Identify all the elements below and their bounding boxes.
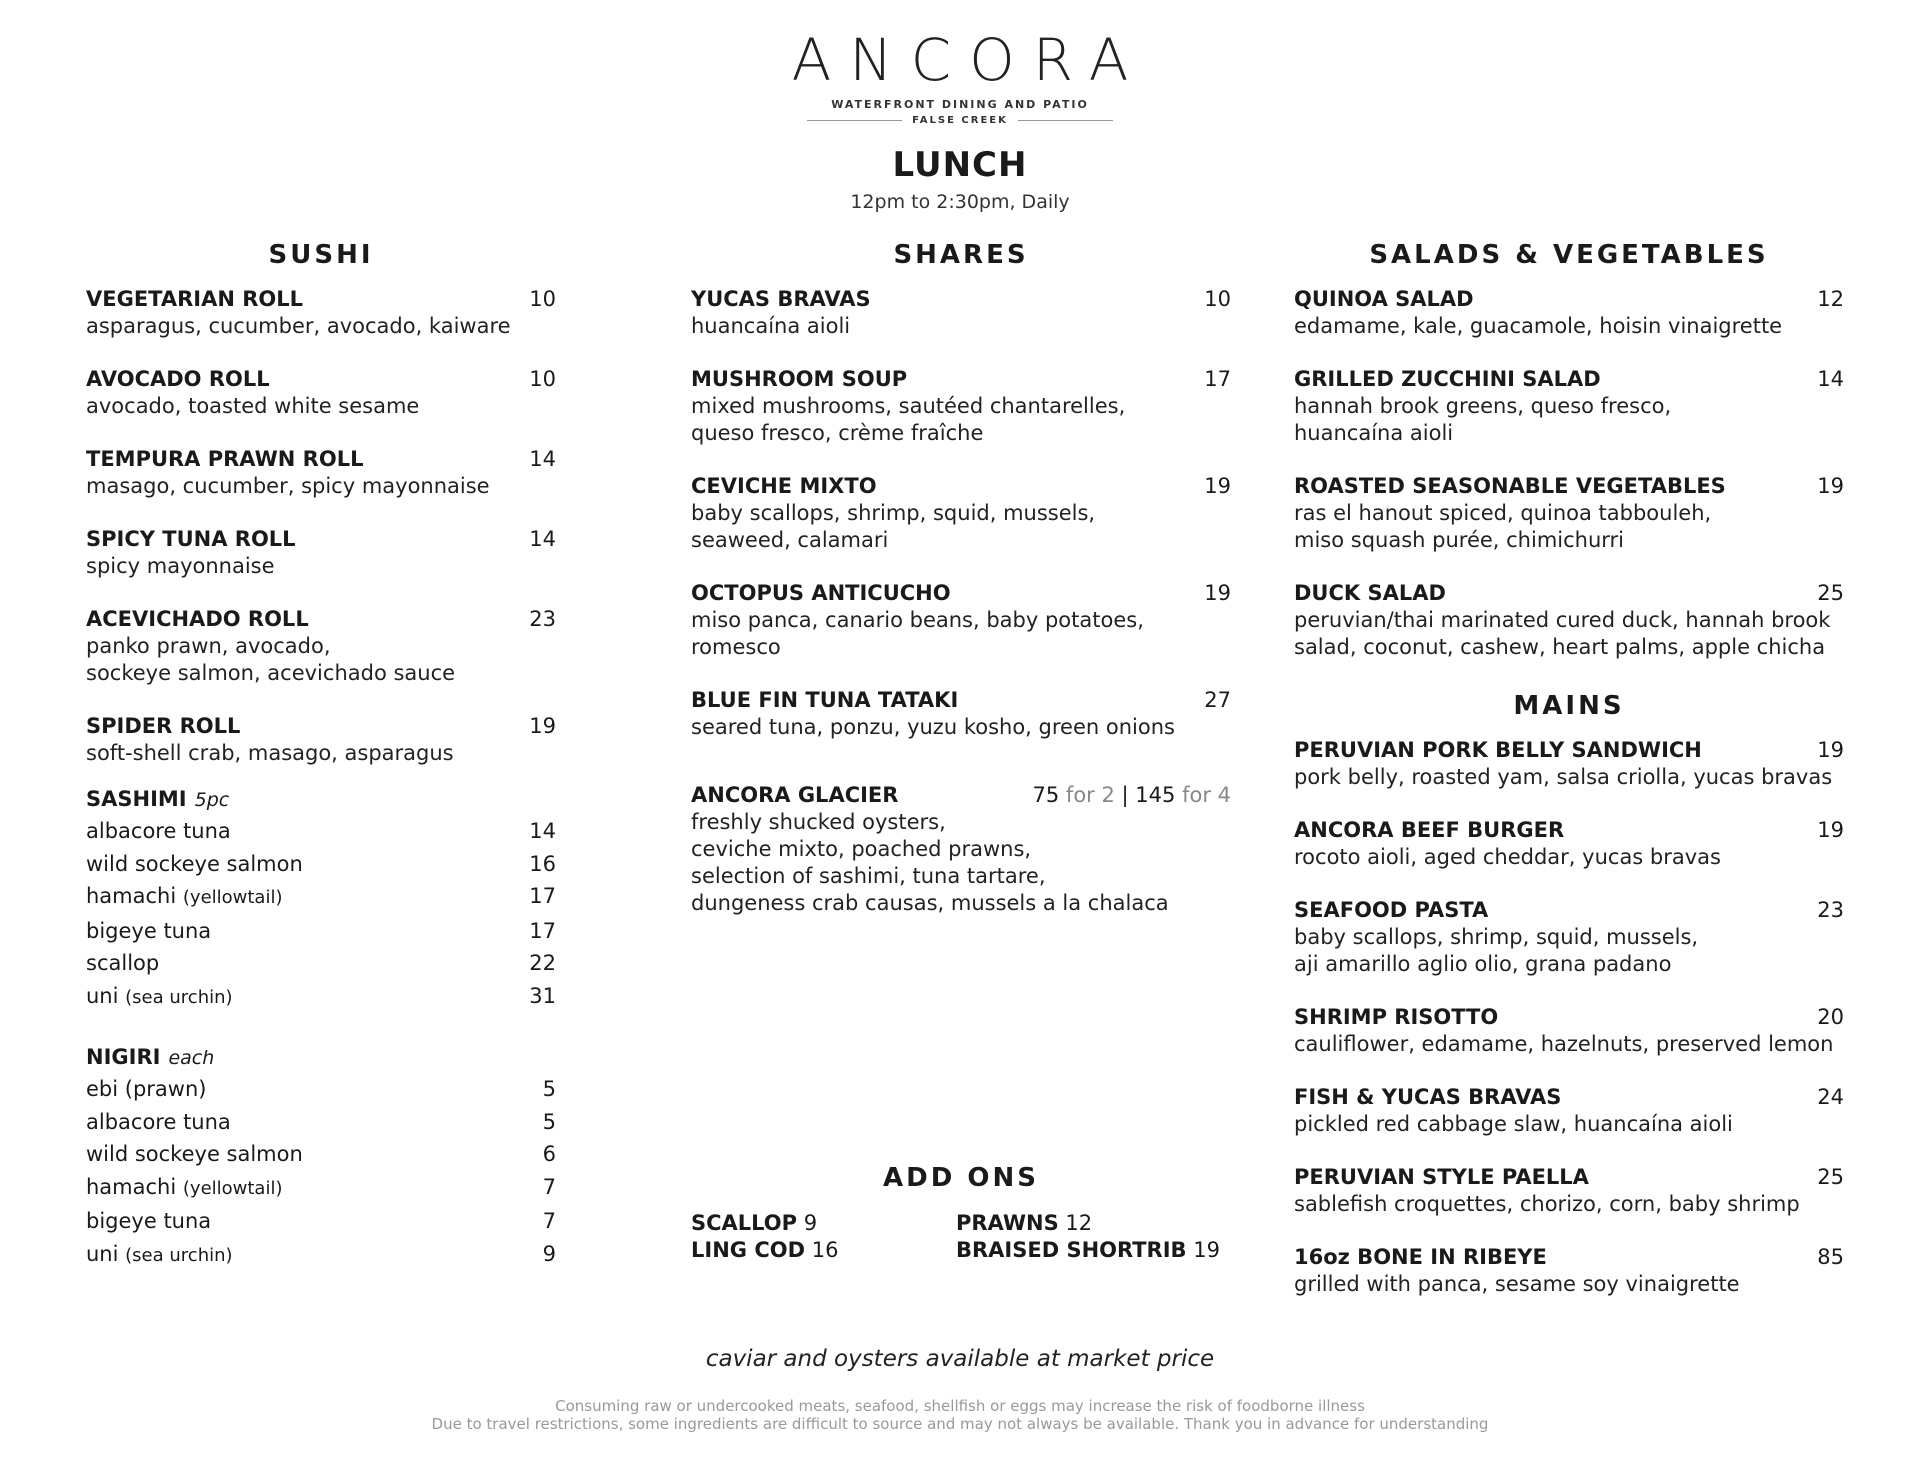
item-description: asparagus, cucumber, avocado, kaiware: [86, 314, 511, 338]
row-price: 6: [542, 1142, 556, 1166]
item-description: hannah brook greens, queso fresco,: [1294, 394, 1672, 418]
item-header: [691, 472, 1231, 500]
item-name: CEVICHE MIXTO: [691, 474, 877, 498]
item-header: [1294, 1243, 1844, 1271]
item-name: TEMPURA PRAWN ROLL: [86, 447, 364, 471]
meal-title: LUNCH: [892, 145, 1028, 185]
item-price: 85: [1817, 1245, 1844, 1269]
item-name: AVOCADO ROLL: [86, 367, 270, 391]
item-description-line: dungeness crab causas, mussels a la chalaca: [691, 891, 1169, 915]
row-price: 9: [542, 1241, 556, 1266]
price-row: [86, 915, 556, 948]
row-name: ebi (prawn): [86, 1077, 207, 1101]
tagline: WATERFRONT DINING AND PATIO: [831, 98, 1089, 111]
row-name: wild sockeye salmon: [86, 1142, 303, 1166]
row-price: 31: [529, 983, 556, 1008]
menu-item: [86, 525, 556, 580]
divider: [1018, 120, 1113, 121]
addon-price: 9: [803, 1211, 818, 1235]
item-description: pickled red cabbage slaw, huancaína aioli: [1294, 1112, 1733, 1136]
addon-price: 16: [811, 1238, 839, 1262]
row-price: 14: [529, 819, 556, 843]
item-header: [1294, 285, 1844, 313]
menu-item: [691, 579, 1231, 661]
health-disclaimer: Consuming raw or undercooked meats, seafood, shellfish or eggs may increase the risk of foodborne illness: [555, 1397, 1365, 1415]
row-name: bigeye tuna: [86, 918, 212, 943]
item-header: [691, 579, 1231, 607]
mains-items: [1294, 736, 1844, 1298]
item-price: 27: [1204, 688, 1231, 712]
addon-price: 12: [1065, 1211, 1093, 1235]
item-price: 14: [1817, 367, 1844, 391]
addon-name: BRAISED SHORTRIB: [956, 1238, 1187, 1262]
row-price: 5: [542, 1109, 556, 1134]
menu-item: [1294, 1163, 1844, 1218]
item-description: panko prawn, avocado,: [86, 634, 331, 658]
item-price: 10: [529, 367, 556, 391]
item-name: ACEVICHADO ROLL: [86, 607, 309, 631]
price-row: [86, 1171, 556, 1206]
item-price: 19: [1817, 474, 1844, 498]
item-description: baby scallops, shrimp, squid, mussels,: [1294, 925, 1699, 949]
item-header: [1294, 1163, 1844, 1191]
addons-list: [691, 1210, 1251, 1264]
row-price: 22: [529, 951, 556, 975]
item-description: seared tuna, ponzu, yuzu kosho, green onions: [691, 715, 1175, 739]
section-title: SALADS & VEGETABLES: [1369, 240, 1769, 270]
item-price: 14: [529, 527, 556, 551]
item-header: [86, 712, 556, 740]
menu-item: [691, 365, 1231, 447]
item-price: 14: [529, 447, 556, 471]
item-description: sablefish croquettes, chorizo, corn, baby shrimp: [1294, 1192, 1800, 1216]
row-name: hamachi: [86, 884, 177, 908]
menu-item: [691, 686, 1231, 741]
nigiri-heading: [86, 1042, 556, 1073]
item-price: 19: [529, 714, 556, 738]
row-name-wrap: [86, 1073, 206, 1106]
meal-heading: [0, 145, 1920, 213]
label-for-4: for 4: [1182, 783, 1231, 807]
item-name: SPICY TUNA ROLL: [86, 527, 296, 551]
item-description-line: ceviche mixto, poached prawns,: [691, 837, 1032, 861]
sashimi-title: SASHIMI: [86, 787, 187, 811]
menu-item: [1294, 736, 1844, 791]
menu-item: [1294, 896, 1844, 978]
menu-item: [1294, 1003, 1844, 1058]
row-name-wrap: [86, 848, 303, 881]
menu-item: [691, 472, 1231, 554]
item-header: [1294, 736, 1844, 764]
item-description: cauliflower, edamame, hazelnuts, preserved lemon: [1294, 1032, 1834, 1056]
row-name: albacore tuna: [86, 819, 231, 843]
row-price: 5: [542, 1077, 556, 1101]
menu-item: [1294, 472, 1844, 554]
item-description: peruvian/thai marinated cured duck, hannah brook: [1294, 608, 1831, 632]
section-title: SUSHI: [268, 240, 374, 270]
item-description: queso fresco, crème fraîche: [691, 421, 984, 445]
row-name: albacore tuna: [86, 1109, 231, 1134]
item-header: [86, 445, 556, 473]
sashimi-list: [86, 815, 556, 1014]
row-name-wrap: [86, 915, 211, 948]
addon-price: 19: [1193, 1238, 1220, 1262]
item-description: rocoto aioli, aged cheddar, yucas bravas: [1294, 845, 1721, 869]
item-name: GRILLED ZUCCHINI SALAD: [1294, 367, 1601, 391]
row-name-wrap: [86, 1205, 211, 1238]
item-name: OCTOPUS ANTICUCHO: [691, 581, 951, 605]
item-header: [1294, 1083, 1844, 1111]
item-description: ras el hanout spiced, quinoa tabbouleh,: [1294, 501, 1712, 525]
item-price: 20: [1817, 1005, 1844, 1029]
menu-item: [1294, 579, 1844, 661]
item-name: VEGETARIAN ROLL: [86, 287, 304, 311]
menu-item: [86, 445, 556, 500]
price-row: [86, 947, 556, 980]
item-name: ANCORA GLACIER: [691, 783, 899, 807]
item-name: SEAFOOD PASTA: [1294, 898, 1489, 922]
row-price: 16: [529, 851, 556, 876]
addon-item: [691, 1237, 956, 1264]
item-header: [86, 605, 556, 633]
item-description: pork belly, roasted yam, salsa criolla, yucas bravas: [1294, 765, 1833, 789]
location: FALSE CREEK: [912, 115, 1008, 126]
item-description: miso panca, canario beans, baby potatoes,: [691, 608, 1144, 632]
item-header: [86, 365, 556, 393]
menu-item: [1294, 1243, 1844, 1298]
row-name-wrap: [86, 815, 231, 848]
item-header: [1294, 579, 1844, 607]
item-header: [1294, 365, 1844, 393]
menu-item: [86, 712, 556, 767]
section-title: MAINS: [1513, 691, 1625, 721]
item-price: 12: [1817, 287, 1844, 311]
item-name: SPIDER ROLL: [86, 714, 241, 738]
item-description: miso squash purée, chimichurri: [1294, 528, 1625, 552]
price-separator: |: [1121, 783, 1129, 807]
salads-mains-column: [1294, 235, 1844, 1323]
menu-item: [86, 285, 556, 340]
addon-item: [956, 1237, 1246, 1264]
section-title: SHARES: [893, 240, 1029, 270]
row-price: 17: [529, 884, 556, 908]
item-price: 10: [1204, 287, 1231, 311]
item-price: 25: [1817, 581, 1844, 605]
row-price: 17: [529, 918, 556, 943]
row-name: uni: [86, 1241, 119, 1266]
price-for-4: 145: [1135, 783, 1176, 807]
row-name-wrap: [86, 1138, 303, 1171]
row-name-wrap: [86, 980, 233, 1015]
row-note: (yellowtail): [182, 1177, 283, 1199]
menu-item: [1294, 1083, 1844, 1138]
item-header: [691, 365, 1231, 393]
item-name: PERUVIAN PORK BELLY SANDWICH: [1294, 738, 1702, 762]
item-description: huancaína aioli: [691, 314, 851, 338]
item-name: 16oz BONE IN RIBEYE: [1294, 1245, 1547, 1269]
menu-item: [86, 365, 556, 420]
shares-items: [691, 285, 1231, 741]
price-for-2: 75: [1032, 783, 1060, 807]
item-header: [691, 285, 1231, 313]
sashimi-heading: [86, 784, 556, 815]
logo: ANCORA: [791, 26, 1147, 94]
item-price: 19: [1204, 474, 1231, 498]
row-price: 7: [542, 1209, 556, 1233]
price-row: [86, 880, 556, 915]
row-note: (yellowtail): [182, 887, 283, 908]
item-description: spicy mayonnaise: [86, 554, 275, 578]
item-header: [1294, 816, 1844, 844]
item-name: ANCORA BEEF BURGER: [1294, 818, 1565, 842]
menu-item: [1294, 285, 1844, 340]
item-price: [1033, 783, 1232, 807]
item-description: grilled with panca, sesame soy vinaigrette: [1294, 1272, 1740, 1296]
menu-item: [691, 285, 1231, 340]
row-note: (sea urchin): [125, 1244, 233, 1266]
item-header: [86, 285, 556, 313]
item-description: salad, coconut, cashew, heart palms, apple chicha: [1294, 635, 1826, 659]
item-name: SHRIMP RISOTTO: [1294, 1005, 1499, 1029]
addon-item: [691, 1210, 956, 1237]
addons-title: ADD ONS: [883, 1163, 1039, 1193]
row-name-wrap: [86, 1106, 231, 1139]
item-description: seaweed, calamari: [691, 528, 889, 552]
item-name: DUCK SALAD: [1294, 581, 1446, 605]
item-header: [1294, 1003, 1844, 1031]
item-name: BLUE FIN TUNA TATAKI: [691, 688, 959, 712]
nigiri-list: [86, 1073, 556, 1272]
row-name: wild sockeye salmon: [86, 851, 303, 876]
price-row: [86, 1205, 556, 1238]
item-price: 19: [1204, 581, 1231, 605]
menu-item: [1294, 816, 1844, 871]
row-note: (sea urchin): [125, 986, 233, 1008]
row-name-wrap: [86, 1238, 233, 1273]
divider: [807, 120, 902, 121]
item-description: romesco: [691, 635, 781, 659]
item-description: avocado, toasted white sesame: [86, 394, 420, 418]
price-row: [86, 1073, 556, 1106]
item-name: YUCAS BRAVAS: [691, 287, 871, 311]
label-for-2: for 2: [1065, 783, 1115, 807]
item-name: PERUVIAN STYLE PAELLA: [1294, 1165, 1589, 1189]
item-description: mixed mushrooms, sautéed chantarelles,: [691, 394, 1126, 418]
item-name: QUINOA SALAD: [1294, 287, 1474, 311]
sushi-items: [86, 285, 556, 767]
item-header: [86, 525, 556, 553]
restaurant-header: [0, 26, 1920, 126]
item-description: huancaína aioli: [1294, 421, 1454, 445]
sushi-column: [86, 235, 556, 1272]
price-row: [86, 1106, 556, 1139]
meal-hours: 12pm to 2:30pm, Daily: [850, 191, 1070, 213]
availability-disclaimer: Due to travel restrictions, some ingredients are difficult to source and may not always be available. Thank you in advance for understanding: [431, 1415, 1489, 1433]
menu-item: [86, 605, 556, 687]
row-price: 7: [542, 1174, 556, 1199]
item-price: 24: [1817, 1085, 1844, 1109]
nigiri-note: each: [168, 1047, 215, 1069]
location-row: [0, 115, 1920, 126]
item-description-line: selection of sashimi, tuna tartare,: [691, 864, 1046, 888]
salads-items: [1294, 285, 1844, 661]
item-price: 10: [529, 287, 556, 311]
nigiri-title: NIGIRI: [86, 1045, 161, 1069]
item-name: MUSHROOM SOUP: [691, 367, 908, 391]
item-description: aji amarillo aglio olio, grana padano: [1294, 952, 1672, 976]
market-price-note: caviar and oysters available at market price: [705, 1346, 1215, 1372]
row-name: hamachi: [86, 1174, 177, 1199]
addon-name: SCALLOP: [691, 1211, 798, 1235]
item-description: sockeye salmon, acevichado sauce: [86, 661, 456, 685]
item-description: [691, 809, 1231, 917]
menu-item: [1294, 365, 1844, 447]
price-row: [86, 1138, 556, 1171]
item-price: 19: [1817, 818, 1844, 842]
row-name: scallop: [86, 951, 160, 975]
row-name-wrap: [86, 1171, 283, 1206]
item-price: 23: [529, 607, 556, 631]
item-header: [1294, 472, 1844, 500]
price-row: [86, 815, 556, 848]
price-row: [86, 848, 556, 881]
item-description: baby scallops, shrimp, squid, mussels,: [691, 501, 1096, 525]
item-header: [1294, 896, 1844, 924]
addon-name: LING COD: [691, 1238, 806, 1262]
item-description: masago, cucumber, spicy mayonnaise: [86, 474, 490, 498]
item-header: [691, 686, 1231, 714]
row-name: bigeye tuna: [86, 1209, 212, 1233]
item-description: edamame, kale, guacamole, hoisin vinaigrette: [1294, 314, 1783, 338]
addon-name: PRAWNS: [956, 1211, 1059, 1235]
item-price: 17: [1204, 367, 1231, 391]
addon-item: [956, 1210, 1246, 1237]
row-name-wrap: [86, 947, 159, 980]
price-row: [86, 1238, 556, 1273]
shares-column: [691, 235, 1231, 942]
item-name: ROASTED SEASONABLE VEGETABLES: [1294, 474, 1726, 498]
row-name: uni: [86, 983, 119, 1008]
item-name: FISH & YUCAS BRAVAS: [1294, 1085, 1562, 1109]
item-price: 25: [1817, 1165, 1844, 1189]
row-name-wrap: [86, 880, 283, 915]
item-description: soft-shell crab, masago, asparagus: [86, 741, 454, 765]
sashimi-note: 5pc: [194, 789, 230, 811]
item-description-line: freshly shucked oysters,: [691, 810, 946, 834]
menu-item-ancora-glacier: [691, 781, 1231, 917]
item-price: 19: [1817, 738, 1844, 762]
item-price: 23: [1817, 898, 1844, 922]
price-row: [86, 980, 556, 1015]
